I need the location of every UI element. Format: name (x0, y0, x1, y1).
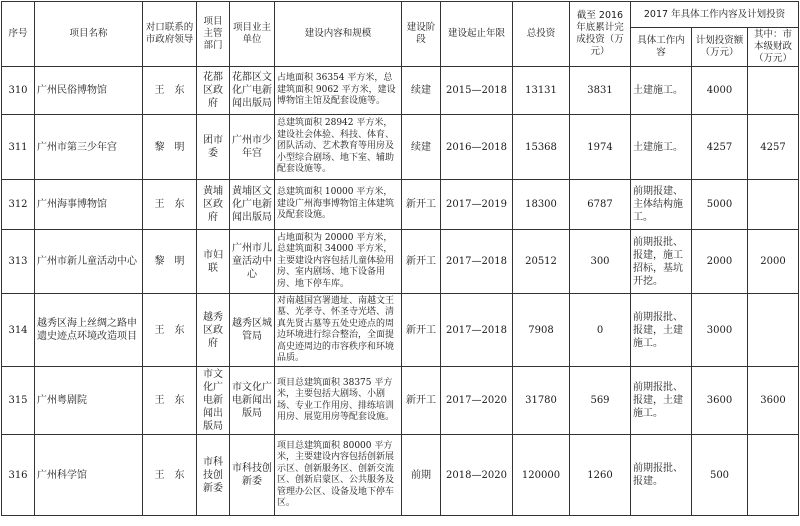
cell-plan: 2000 (692, 230, 748, 294)
header-work: 具体工作内容 (631, 28, 692, 67)
cell-cumulative: 569 (570, 367, 631, 435)
cell-content: 项目总建筑面积 80000 平方米，主要建设内容包括创新展示区、创新服务区、创新交流区、创新启蒙区、公共服务及管理办公区、设备及地下停车区。 (275, 435, 402, 516)
cell-years: 2016—2018 (441, 115, 513, 180)
cell-leader: 王 东 (143, 180, 197, 230)
header-total: 总投资 (513, 2, 570, 67)
cell-total: 13131 (513, 67, 570, 115)
cell-owner: 广州市儿童活动中心 (230, 230, 275, 294)
header-leader: 对口联系的市政府领导 (143, 2, 197, 67)
cell-stage: 续建 (402, 115, 441, 180)
cell-cumulative: 0 (570, 294, 631, 367)
cell-cumulative: 3831 (570, 67, 631, 115)
cell-leader: 黎 明 (143, 115, 197, 180)
cell-seq: 314 (2, 294, 35, 367)
table-row (2, 367, 799, 435)
cell-total: 18300 (513, 180, 570, 230)
cell-total: 120000 (513, 435, 570, 516)
cell-seq: 313 (2, 230, 35, 294)
cell-fiscal (748, 180, 799, 230)
cell-name: 广州粤剧院 (35, 367, 143, 435)
cell-owner: 花都区文化广电新闻出版局 (230, 67, 275, 115)
cell-fiscal (748, 294, 799, 367)
cell-years: 2017—2018 (441, 230, 513, 294)
table-row (2, 294, 799, 367)
cell-cumulative: 1974 (570, 115, 631, 180)
cell-work: 土建施工。 (631, 67, 692, 115)
cell-seq: 312 (2, 180, 35, 230)
cell-dept: 越秀区政府 (197, 294, 230, 367)
cell-plan: 4257 (692, 115, 748, 180)
cell-years: 2017—2019 (441, 180, 513, 230)
header-plan: 计划投资额（万元） (692, 28, 748, 67)
header-content: 建设内容和规模 (275, 2, 402, 67)
cell-plan: 5000 (692, 180, 748, 230)
header-cumulative: 截至 2016 年底累计完成投资（万元） (570, 2, 631, 67)
cell-years: 2017—2018 (441, 294, 513, 367)
cell-work: 前期报批、报建，土建施工。 (631, 367, 692, 435)
cell-years: 2018—2020 (441, 435, 513, 516)
cell-content: 项目总建筑面积 38375 平方米，主要包括大剧场、小剧场、专业工作用房、排练培训用房、展览用房等配套设施。 (275, 367, 402, 435)
header-years: 建设起止年限 (441, 2, 513, 67)
cell-name: 广州市第三少年宫 (35, 115, 143, 180)
header-group-2017: 2017 年具体工作内容及计划投资 (631, 2, 799, 28)
table-row (2, 180, 799, 230)
cell-cumulative: 1260 (570, 435, 631, 516)
cell-content: 占地面积 36354 平方米，总建筑面积 9062 平方米，建设博物馆主馆及配套设施等。 (275, 67, 402, 115)
project-table (1, 1, 799, 516)
cell-plan: 4000 (692, 67, 748, 115)
cell-dept: 花都区政府 (197, 67, 230, 115)
cell-total: 20512 (513, 230, 570, 294)
cell-stage: 续建 (402, 67, 441, 115)
cell-stage: 前期 (402, 435, 441, 516)
cell-work: 前期报批、报建。 (631, 435, 692, 516)
cell-fiscal: 2000 (748, 230, 799, 294)
cell-name: 广州市新儿童活动中心 (35, 230, 143, 294)
cell-plan: 3600 (692, 367, 748, 435)
cell-dept: 市妇联 (197, 230, 230, 294)
table-row (2, 67, 799, 115)
header-seq: 序号 (2, 2, 35, 67)
cell-owner: 广州市少年宫 (230, 115, 275, 180)
cell-owner: 越秀区城管局 (230, 294, 275, 367)
cell-owner: 市文化广电新闻出版局 (230, 367, 275, 435)
cell-content: 总建筑面积 28942 平方米，建设社会体验、科技、体育、团队活动、艺术教育等用房及小型综合剧场、地下室、辅助配套设施等。 (275, 115, 402, 180)
cell-dept: 黄埔区政府 (197, 180, 230, 230)
cell-work: 前期报批、报建，土建施工。 (631, 294, 692, 367)
cell-seq: 316 (2, 435, 35, 516)
cell-dept: 团市委 (197, 115, 230, 180)
header-stage: 建设阶段 (402, 2, 441, 67)
cell-fiscal (748, 435, 799, 516)
cell-stage: 新开工 (402, 180, 441, 230)
cell-plan: 500 (692, 435, 748, 516)
cell-name: 越秀区海上丝绸之路申遗史迹点环境改造项目 (35, 294, 143, 367)
cell-leader: 黎 明 (143, 230, 197, 294)
cell-content: 对南越国宫署遗址、南越文王墓、光孝寺、怀圣寺光塔、清真先贤古墓等五处史迹点的周边环境进行综合整治，全面提高史迹周边的市容秩序和环境品质。 (275, 294, 402, 367)
cell-name: 广州民俗博物馆 (35, 67, 143, 115)
cell-content: 总建筑面积 10000 平方米，建设广州海事博物馆主体建筑及配套设施。 (275, 180, 402, 230)
cell-name: 广州海事博物馆 (35, 180, 143, 230)
cell-cumulative: 300 (570, 230, 631, 294)
cell-cumulative: 6787 (570, 180, 631, 230)
cell-dept: 市科技创新委 (197, 435, 230, 516)
cell-leader: 王 东 (143, 367, 197, 435)
cell-years: 2015—2018 (441, 67, 513, 115)
table-row (2, 435, 799, 516)
cell-stage: 新开工 (402, 294, 441, 367)
cell-stage: 新开工 (402, 367, 441, 435)
cell-fiscal (748, 67, 799, 115)
cell-work: 前期报批、报建，施工招标，基坑开挖。 (631, 230, 692, 294)
cell-leader: 王 东 (143, 294, 197, 367)
table-row (2, 230, 799, 294)
cell-owner: 黄埔区文化广电新闻出版局 (230, 180, 275, 230)
cell-plan: 3000 (692, 294, 748, 367)
cell-work: 土建施工。 (631, 115, 692, 180)
cell-work: 前期报建、主体结构施工。 (631, 180, 692, 230)
cell-content: 占地面积为 20000 平方米，总建筑面积 34000 平方米，主要建设内容包括儿童体验用房、室内剧场、地下设备用房、地下停车库。 (275, 230, 402, 294)
cell-years: 2017—2020 (441, 367, 513, 435)
header-dept: 项目主管部门 (197, 2, 230, 67)
cell-leader: 王 东 (143, 435, 197, 516)
cell-seq: 315 (2, 367, 35, 435)
cell-name: 广州科学馆 (35, 435, 143, 516)
cell-total: 15368 (513, 115, 570, 180)
cell-fiscal: 3600 (748, 367, 799, 435)
header-name: 项目名称 (35, 2, 143, 67)
cell-fiscal: 4257 (748, 115, 799, 180)
cell-seq: 310 (2, 67, 35, 115)
header-owner: 项目业主单位 (230, 2, 275, 67)
cell-dept: 市文化广电新闻出版局 (197, 367, 230, 435)
cell-total: 7908 (513, 294, 570, 367)
cell-total: 31780 (513, 367, 570, 435)
cell-leader: 王 东 (143, 67, 197, 115)
cell-owner: 市科技创新委 (230, 435, 275, 516)
table-row (2, 115, 799, 180)
cell-stage: 新开工 (402, 230, 441, 294)
header-fiscal: 其中：市本级财政（万元） (748, 28, 799, 67)
cell-seq: 311 (2, 115, 35, 180)
